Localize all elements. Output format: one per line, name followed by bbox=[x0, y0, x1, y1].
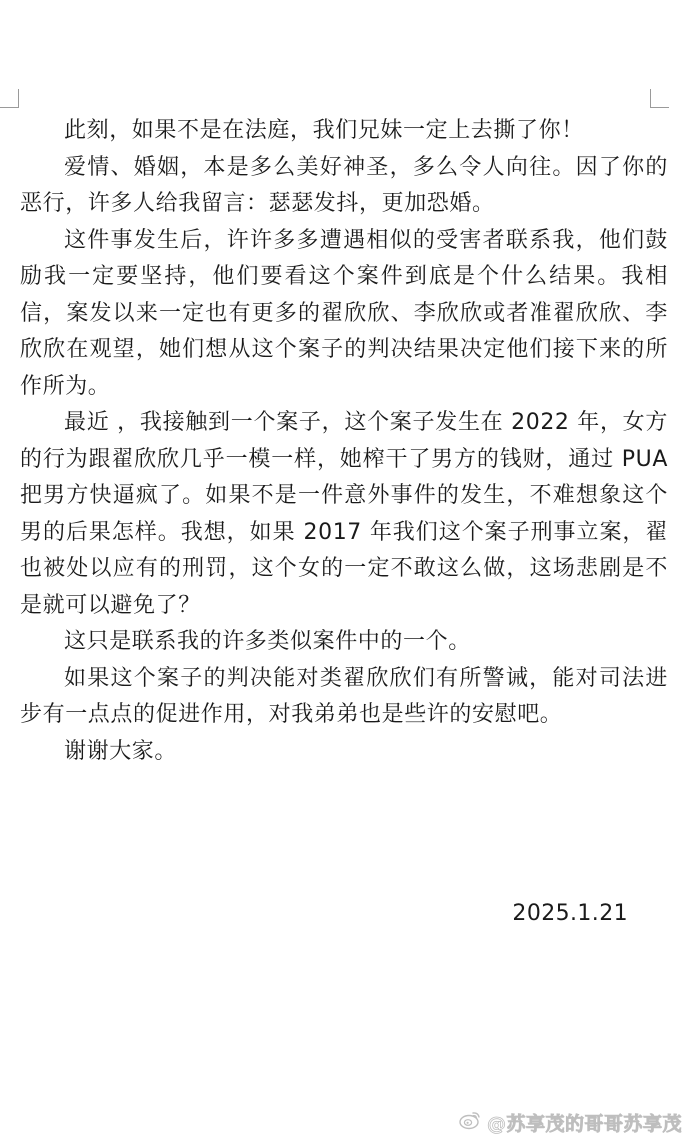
paragraph-5: 这只是联系我的许多类似案件中的一个。 bbox=[64, 629, 471, 654]
paragraph-7: 谢谢大家。 bbox=[64, 738, 178, 764]
document-body bbox=[20, 113, 668, 770]
watermark-text: @苏享茂的哥哥苏享茂 bbox=[486, 1112, 682, 1135]
weibo-watermark bbox=[459, 1108, 682, 1136]
paragraph-3: 这件事发生后，许许多多遭遇相似的受害者联系我，他们鼓励我一定要坚持，他们要看这个案件到底是个什么结果。我相信，案发以来一定也有更多的翟欣欣、李欣欣或者准翟欣欣、李欣欣在观望，她们想从这个案子的判决结果决定他们接下来的所作所为。 bbox=[20, 227, 668, 399]
paragraph-6: 如果这个案子的判决能对类翟欣欣们有所警诫，能对司法进步有一点点的促进作用，对我弟弟也是些许的安慰吧。 bbox=[20, 665, 668, 727]
paragraph-4: 最近 ，我接触到一个案子，这个案子发生在 2022 年，女方的行为跟翟欣欣几乎一模一样，她榨干了男方的钱财，通过 PUA 把男方快逼疯了。如果不是一件意外事件的发生，不难想象这个男的后果怎样。我想，如果 2017 年我们这个案子刑事立案，翟也被处以应有的刑罚，这个女的一定不敢这么做，这场悲剧是不是就可以避免了？ bbox=[20, 410, 668, 618]
document-date: 2025.1.21 bbox=[512, 901, 628, 926]
margin-corner-mark-right bbox=[650, 89, 669, 108]
weibo-icon bbox=[459, 1110, 481, 1134]
margin-corner-mark-left bbox=[0, 89, 19, 108]
paragraph-2: 爱情、婚姻，本是多么美好神圣，多么令人向往。因了你的恶行，许多人给我留言：瑟瑟发抖，更加恐婚。 bbox=[20, 154, 668, 216]
paragraph-1: 此刻，如果不是在法庭，我们兄妹一定上去撕了你！ bbox=[64, 118, 584, 143]
